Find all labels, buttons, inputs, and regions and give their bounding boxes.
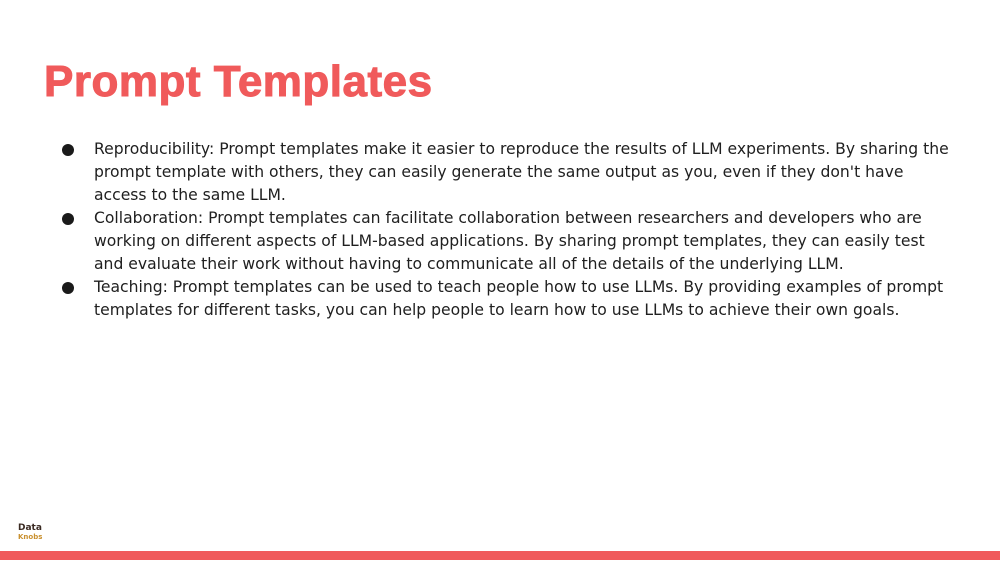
bullet-item-collaboration bbox=[56, 207, 956, 276]
bullet-dot-icon bbox=[62, 144, 74, 156]
bullet-text: Reproducibility: Prompt templates make it easier to reproduce the results of LLM experiments. By sharing the prompt template with others, they can easily generate the same output as you, even if they don't have access to the same LLM. bbox=[94, 140, 949, 204]
logo-text-data: Data bbox=[18, 523, 42, 533]
bullet-list bbox=[56, 138, 956, 322]
bullet-item-teaching bbox=[56, 276, 956, 322]
slide-title: Prompt Templates bbox=[44, 57, 433, 106]
bullet-dot-icon bbox=[62, 282, 74, 294]
footer-accent-bar bbox=[0, 551, 1000, 560]
bullet-text: Collaboration: Prompt templates can facilitate collaboration between researchers and developers who are working on different aspects of LLM-based applications. By sharing prompt templates, they can easily test and evaluate their work without having to communicate all of the details of the underlying LLM. bbox=[94, 209, 925, 273]
logo-text-knobs: Knobs bbox=[18, 533, 43, 541]
bullet-dot-icon bbox=[62, 213, 74, 225]
data-knobs-logo bbox=[16, 522, 50, 544]
bullet-text: Teaching: Prompt templates can be used to teach people how to use LLMs. By providing examples of prompt templates for different tasks, you can help people to learn how to use LLMs to achieve their own goals. bbox=[94, 278, 944, 319]
bullet-item-reproducibility bbox=[56, 138, 956, 207]
